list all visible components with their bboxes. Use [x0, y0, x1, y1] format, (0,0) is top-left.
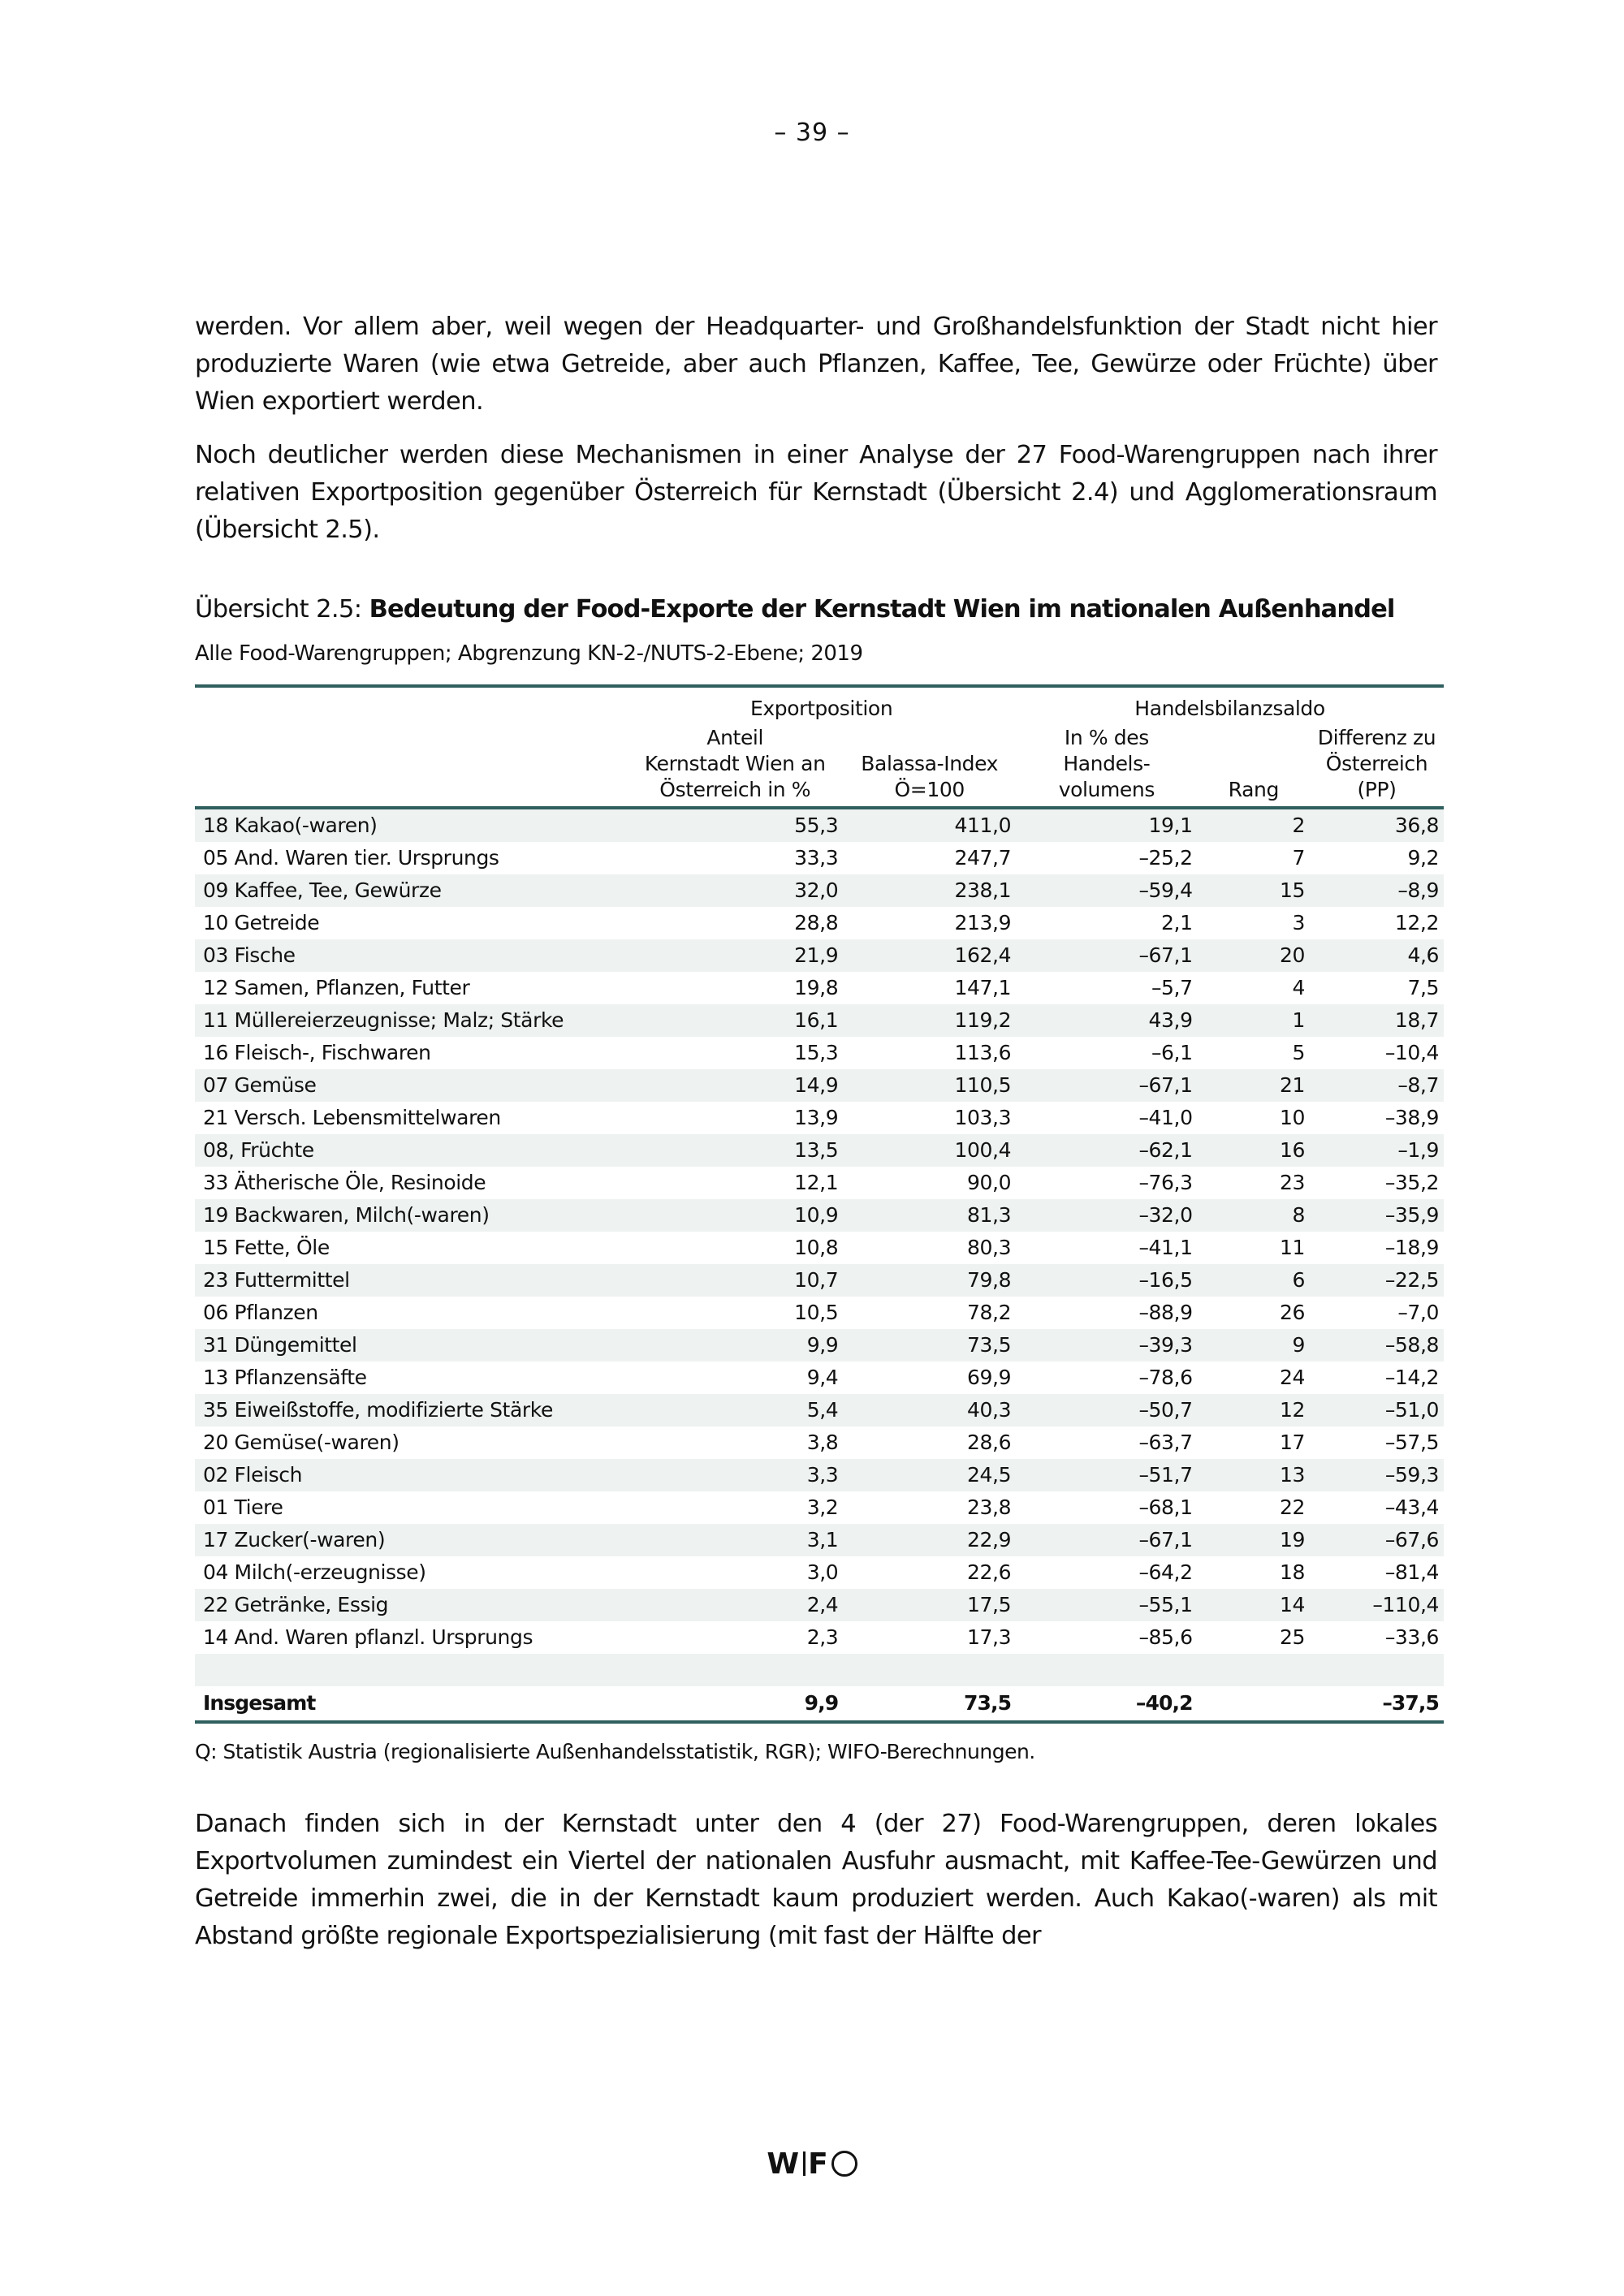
col-header-saldo: In % des Handels- volumens	[1058, 726, 1155, 801]
cell-diff: –37,5	[1382, 1691, 1439, 1715]
cell-diff: –57,5	[1384, 1431, 1439, 1454]
cell-anteil: 19,8	[794, 976, 839, 999]
cell-balassa: 247,7	[954, 846, 1012, 870]
table-row	[195, 1297, 1444, 1329]
table-body	[195, 808, 1444, 1722]
table-row	[195, 1426, 1444, 1459]
cell-label: 08, Früchte	[203, 1138, 314, 1162]
cell-saldo: –67,1	[1138, 1073, 1193, 1097]
cell-balassa: 119,2	[954, 1008, 1012, 1032]
cell-diff: –7,0	[1397, 1301, 1439, 1324]
cell-anteil: 28,8	[794, 911, 839, 934]
page-number: – 39 –	[774, 119, 850, 147]
cell-label: 35 Eiweißstoffe, modifizierte Stärke	[203, 1398, 553, 1422]
cell-saldo: –76,3	[1138, 1171, 1193, 1194]
cell-label: 19 Backwaren, Milch(-waren)	[203, 1203, 490, 1227]
table-row	[195, 1102, 1444, 1134]
cell-anteil: 15,3	[794, 1041, 839, 1064]
cell-label: 21 Versch. Lebensmittelwaren	[203, 1106, 501, 1129]
cell-saldo: –67,1	[1138, 1528, 1193, 1552]
cell-label: 31 Düngemittel	[203, 1333, 357, 1357]
cell-diff: –67,6	[1384, 1528, 1439, 1552]
cell-balassa: 69,9	[967, 1366, 1012, 1389]
cell-saldo: –55,1	[1138, 1593, 1193, 1616]
cell-label: 14 And. Waren pflanzl. Ursprungs	[203, 1625, 533, 1649]
cell-label: 01 Tiere	[203, 1495, 283, 1519]
cell-label: 13 Pflanzensäfte	[203, 1366, 367, 1389]
cell-rang: 4	[1292, 976, 1305, 999]
table-caption	[195, 595, 1462, 624]
caption-title: Bedeutung der Food-Exporte der Kernstadt Wien im nationalen Außenhandel	[369, 595, 1395, 624]
cell-balassa: 79,8	[967, 1268, 1012, 1292]
paragraph-text: Danach finden sich in der Kernstadt unter den 4 (der 27) Food-Warengruppen, deren lokales Exportvolumen zumindest ein Viertel der nationalen Ausfuhr ausmacht, mit Kaffee-Tee-Gewürzen und Getreide immerhin zwei, die in der Kernstadt kaum produziert werden. Auch Kakao(-waren) als mit Abstand größte regionale Exportspezialisierung (mit fast der Hälfte der	[195, 1810, 1437, 1950]
cell-diff: –8,9	[1397, 878, 1439, 902]
cell-rang: 23	[1279, 1171, 1305, 1194]
cell-anteil: 3,8	[806, 1431, 839, 1454]
cell-rang: 6	[1292, 1268, 1305, 1292]
cell-rang: 20	[1279, 943, 1305, 967]
cell-diff: 7,5	[1407, 976, 1439, 999]
cell-saldo: –5,7	[1151, 976, 1193, 999]
cell-diff: –81,4	[1384, 1560, 1439, 1584]
col-header-diff: Differenz zu Österreich (PP)	[1317, 726, 1436, 801]
cell-saldo: 2,1	[1161, 911, 1193, 934]
table-row	[195, 1459, 1444, 1491]
cell-saldo: –62,1	[1138, 1138, 1193, 1162]
cell-rang: 17	[1279, 1431, 1305, 1454]
caption-prefix: Übersicht 2.5:	[195, 595, 369, 624]
cell-label: 15 Fette, Öle	[203, 1236, 330, 1259]
cell-label: 11 Müllereierzeugnisse; Malz; Stärke	[203, 1008, 564, 1032]
table-row	[195, 1491, 1444, 1524]
table-row	[195, 1362, 1444, 1394]
cell-anteil: 12,1	[794, 1171, 839, 1194]
cell-rang: 3	[1292, 911, 1305, 934]
cell-rang: 12	[1279, 1398, 1305, 1422]
cell-rang: 9	[1292, 1333, 1305, 1357]
group-header-export: Exportposition	[750, 697, 893, 720]
cell-anteil: 9,9	[804, 1691, 839, 1715]
cell-diff: –8,7	[1397, 1073, 1439, 1097]
cell-diff: –43,4	[1384, 1495, 1439, 1519]
table-row	[195, 972, 1444, 1004]
table-row	[195, 1199, 1444, 1232]
table-row	[195, 1167, 1444, 1199]
food-export-table	[195, 684, 1444, 1724]
cell-anteil: 55,3	[794, 814, 839, 837]
cell-balassa: 411,0	[954, 814, 1012, 837]
cell-saldo: –6,1	[1151, 1041, 1193, 1064]
cell-anteil: 3,0	[806, 1560, 839, 1584]
cell-anteil: 21,9	[794, 943, 839, 967]
cell-saldo: –85,6	[1138, 1625, 1193, 1649]
cell-rang: 8	[1292, 1203, 1305, 1227]
cell-diff: 4,6	[1407, 943, 1439, 967]
cell-anteil: 3,3	[806, 1463, 839, 1487]
cell-label: 20 Gemüse(-waren)	[203, 1431, 400, 1454]
col-header-rang: Rang	[1228, 778, 1279, 801]
cell-diff: –1,9	[1397, 1138, 1439, 1162]
cell-diff: –14,2	[1384, 1366, 1439, 1389]
cell-anteil: 9,4	[806, 1366, 839, 1389]
cell-anteil: 10,8	[794, 1236, 839, 1259]
cell-anteil: 13,9	[794, 1106, 839, 1129]
cell-rang: 19	[1279, 1528, 1305, 1552]
cell-balassa: 162,4	[954, 943, 1012, 967]
cell-saldo: –68,1	[1138, 1495, 1193, 1519]
cell-balassa: 100,4	[954, 1138, 1012, 1162]
cell-balassa: 81,3	[967, 1203, 1012, 1227]
table-row	[195, 842, 1444, 874]
table-row	[195, 939, 1444, 972]
table-row	[195, 1069, 1444, 1102]
cell-balassa: 17,5	[967, 1593, 1012, 1616]
cell-anteil: 5,4	[806, 1398, 839, 1422]
cell-anteil: 14,9	[794, 1073, 839, 1097]
cell-rang: 21	[1279, 1073, 1305, 1097]
cell-saldo: –78,6	[1138, 1366, 1193, 1389]
cell-rang: 25	[1279, 1625, 1305, 1649]
table-row	[195, 1556, 1444, 1589]
cell-saldo: –63,7	[1138, 1431, 1193, 1454]
cell-balassa: 238,1	[954, 878, 1012, 902]
cell-balassa: 40,3	[967, 1398, 1012, 1422]
cell-diff: –33,6	[1384, 1625, 1439, 1649]
spacer-row	[195, 1654, 1444, 1686]
paragraph-conclusion	[195, 1806, 1437, 1955]
cell-anteil: 2,4	[806, 1593, 839, 1616]
cell-rang	[1198, 1686, 1310, 1722]
cell-diff: 12,2	[1394, 911, 1439, 934]
cell-label: 16 Fleisch-, Fischwaren	[203, 1041, 431, 1064]
cell-rang: 10	[1279, 1106, 1305, 1129]
table-row	[195, 808, 1444, 842]
cell-balassa: 28,6	[967, 1431, 1012, 1454]
source-note: Q: Statistik Austria (regionalisierte Außenhandelsstatistik, RGR); WIFO-Berechnungen.	[195, 1740, 1035, 1763]
cell-saldo: –32,0	[1138, 1203, 1193, 1227]
paragraph-text: werden. Vor allem aber, weil wegen der Headquarter- und Großhandelsfunktion der Stadt nicht hier produzierte Waren (wie etwa Getreide, aber auch Pflanzen, Kaffee, Tee, Gewürze oder Früchte) über Wien exportiert werden.	[195, 313, 1437, 416]
table-row	[195, 1037, 1444, 1069]
cell-balassa: 78,2	[967, 1301, 1012, 1324]
cell-saldo: –59,4	[1138, 878, 1193, 902]
cell-saldo: –88,9	[1138, 1301, 1193, 1324]
cell-diff: 18,7	[1394, 1008, 1439, 1032]
cell-anteil: 13,5	[794, 1138, 839, 1162]
cell-label: 18 Kakao(-waren)	[203, 814, 378, 837]
cell-saldo: –51,7	[1138, 1463, 1193, 1487]
cell-label: 09 Kaffee, Tee, Gewürze	[203, 878, 442, 902]
cell-balassa: 103,3	[954, 1106, 1012, 1129]
table-subcaption: Alle Food-Warengruppen; Abgrenzung KN-2-/NUTS-2-Ebene; 2019	[195, 641, 863, 666]
cell-diff: –18,9	[1384, 1236, 1439, 1259]
cell-balassa: 113,6	[954, 1041, 1012, 1064]
cell-rang: 16	[1279, 1138, 1305, 1162]
col-header-anteil: Anteil Kernstadt Wien an Österreich in %	[644, 726, 826, 801]
cell-saldo: –64,2	[1138, 1560, 1193, 1584]
cell-saldo: –41,0	[1138, 1106, 1193, 1129]
table-row	[195, 1589, 1444, 1621]
cell-label: 22 Getränke, Essig	[203, 1593, 389, 1616]
cell-diff: –59,3	[1384, 1463, 1439, 1487]
total-row	[195, 1686, 1444, 1722]
cell-rang: 18	[1279, 1560, 1305, 1584]
cell-rang: 5	[1292, 1041, 1305, 1064]
cell-label: 07 Gemüse	[203, 1073, 317, 1097]
cell-label: 10 Getreide	[203, 911, 320, 934]
cell-balassa: 24,5	[967, 1463, 1012, 1487]
cell-rang: 22	[1279, 1495, 1305, 1519]
table-row	[195, 1232, 1444, 1264]
logo-letter-w: W	[767, 2147, 801, 2181]
cell-diff: –35,2	[1384, 1171, 1439, 1194]
cell-diff: –10,4	[1384, 1041, 1439, 1064]
cell-label: 23 Futtermittel	[203, 1268, 350, 1292]
logo-letter-f: F	[808, 2147, 830, 2181]
col-header-balassa: Balassa-Index Ö=100	[861, 752, 999, 801]
cell-saldo: –25,2	[1138, 846, 1193, 870]
cell-rang: 13	[1279, 1463, 1305, 1487]
cell-rang: 2	[1292, 814, 1305, 837]
cell-rang: 11	[1279, 1236, 1305, 1259]
cell-label: 02 Fleisch	[203, 1463, 303, 1487]
cell-saldo: 19,1	[1148, 814, 1193, 837]
cell-balassa: 213,9	[954, 911, 1012, 934]
cell-balassa: 22,6	[967, 1560, 1012, 1584]
column-header-row	[195, 725, 1444, 808]
cell-balassa: 22,9	[967, 1528, 1012, 1552]
cell-rang: 15	[1279, 878, 1305, 902]
cell-label: 33 Ätherische Öle, Resinoide	[203, 1171, 486, 1194]
table-row	[195, 1264, 1444, 1297]
wifo-logo	[0, 2147, 1624, 2181]
table-row	[195, 1394, 1444, 1426]
cell-diff: –110,4	[1372, 1593, 1439, 1616]
cell-saldo: –41,1	[1138, 1236, 1193, 1259]
cell-label: 12 Samen, Pflanzen, Futter	[203, 976, 470, 999]
cell-anteil: 10,9	[794, 1203, 839, 1227]
cell-balassa: 23,8	[967, 1495, 1012, 1519]
cell-label: Insgesamt	[203, 1691, 316, 1715]
cell-saldo: –16,5	[1138, 1268, 1193, 1292]
cell-saldo: 43,9	[1148, 1008, 1193, 1032]
group-header-trade: Handelsbilanzsaldo	[1134, 697, 1325, 720]
cell-diff: –22,5	[1384, 1268, 1439, 1292]
paragraph-mechanisms	[195, 437, 1437, 549]
cell-anteil: 16,1	[794, 1008, 839, 1032]
cell-rang: 24	[1279, 1366, 1305, 1389]
cell-diff: –58,8	[1384, 1333, 1439, 1357]
table-row	[195, 1621, 1444, 1654]
paragraph-text: Noch deutlicher werden diese Mechanismen in einer Analyse der 27 Food-Warengruppen nach ihrer relativen Exportposition gegenüber Österreich für Kernstadt (Übersicht 2.4) und Agglomerationsraum (Übersicht 2.5).	[195, 441, 1437, 544]
cell-diff: –51,0	[1384, 1398, 1439, 1422]
cell-diff: –35,9	[1384, 1203, 1439, 1227]
cell-anteil: 2,3	[806, 1625, 839, 1649]
cell-anteil: 33,3	[794, 846, 839, 870]
cell-balassa: 90,0	[967, 1171, 1012, 1194]
cell-balassa: 73,5	[967, 1333, 1012, 1357]
cell-balassa: 110,5	[954, 1073, 1012, 1097]
cell-label: 04 Milch(-erzeugnisse)	[203, 1560, 426, 1584]
cell-diff: –38,9	[1384, 1106, 1439, 1129]
cell-rang: 7	[1292, 846, 1305, 870]
table-row	[195, 1329, 1444, 1362]
table-row	[195, 1524, 1444, 1556]
logo-circle-icon	[831, 2151, 857, 2177]
cell-saldo: –39,3	[1138, 1333, 1193, 1357]
paragraph-intro	[195, 309, 1437, 421]
cell-saldo: –50,7	[1138, 1398, 1193, 1422]
table-row	[195, 907, 1444, 939]
cell-anteil: 3,2	[806, 1495, 839, 1519]
cell-balassa: 17,3	[967, 1625, 1012, 1649]
cell-anteil: 9,9	[806, 1333, 839, 1357]
cell-rang: 26	[1279, 1301, 1305, 1324]
table-row	[195, 1134, 1444, 1167]
table-row	[195, 874, 1444, 907]
cell-saldo: –67,1	[1138, 943, 1193, 967]
cell-label: 06 Pflanzen	[203, 1301, 318, 1324]
cell-label: 17 Zucker(-waren)	[203, 1528, 386, 1552]
cell-saldo: –40,2	[1135, 1691, 1193, 1715]
cell-anteil: 10,5	[794, 1301, 839, 1324]
logo-divider	[803, 2151, 806, 2176]
cell-label: 05 And. Waren tier. Ursprungs	[203, 846, 499, 870]
cell-anteil: 3,1	[806, 1528, 839, 1552]
cell-rang: 1	[1292, 1008, 1305, 1032]
cell-anteil: 32,0	[794, 878, 839, 902]
cell-balassa: 80,3	[967, 1236, 1012, 1259]
cell-diff: 36,8	[1394, 814, 1439, 837]
cell-diff: 9,2	[1407, 846, 1439, 870]
table-row	[195, 1004, 1444, 1037]
cell-anteil: 10,7	[794, 1268, 839, 1292]
data-table-container	[195, 684, 1444, 1724]
group-header-row	[195, 688, 1444, 725]
cell-balassa: 147,1	[954, 976, 1012, 999]
cell-rang: 14	[1279, 1593, 1305, 1616]
cell-balassa: 73,5	[964, 1691, 1012, 1715]
cell-label: 03 Fische	[203, 943, 296, 967]
